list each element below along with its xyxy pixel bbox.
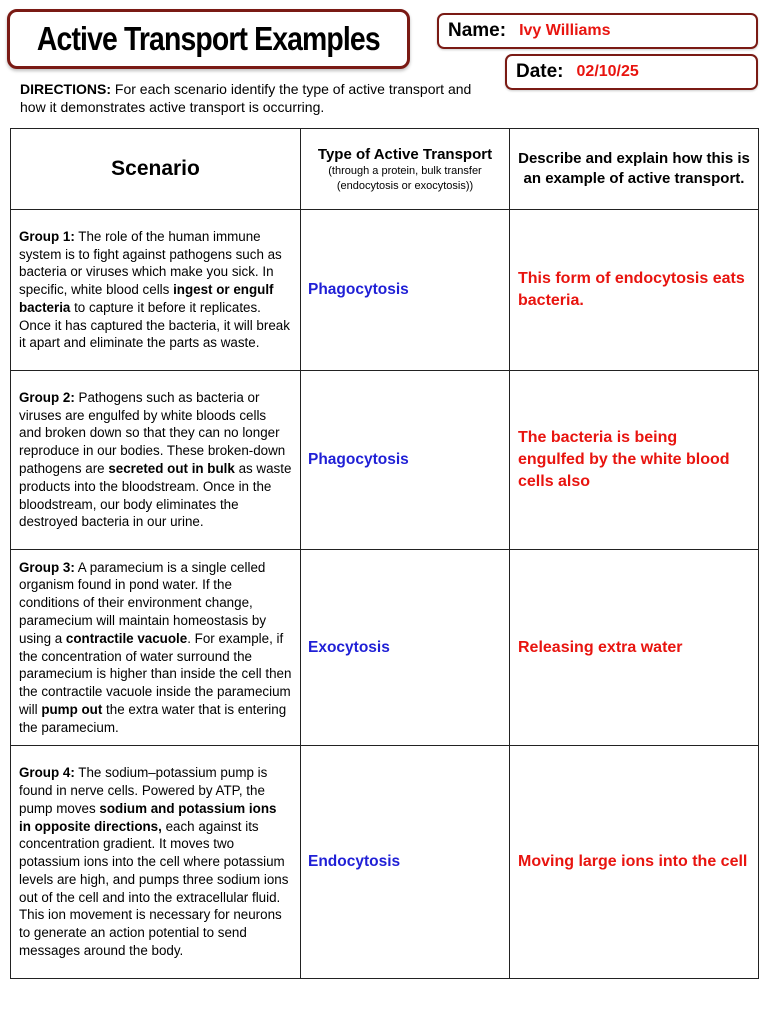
scenario-text: The sodium–potassium pump is found in nerve cells. Powered by ATP, the pump moves [19, 765, 268, 816]
scenario-text: Pathogens such as bacteria or viruses are engulfed by white bloods cells and broken down so that they can no longer reproduce in our bodies. These broken-down pathogens are [19, 389, 286, 476]
type-answer[interactable]: Exocytosis [301, 550, 510, 746]
describe-answer[interactable]: The bacteria is being engulfed by the white blood cells also [510, 371, 759, 550]
table-row [11, 550, 759, 746]
scenario-text: . For example, if the concentration of water surround the paramecium is higher than inside the cell then the contractile vacuole inside the paramecium will [19, 630, 292, 717]
scenario-bold: pump out [41, 701, 103, 717]
name-field[interactable] [437, 13, 758, 49]
table-row [11, 210, 759, 371]
scenario-text: the extra water that is entering the paramecium. [19, 701, 287, 735]
header-type-subtitle: (through a protein, bulk transfer (endocytosis or exocytosis)) [328, 164, 482, 192]
scenario-table [10, 128, 759, 979]
type-answer[interactable]: Phagocytosis [301, 210, 510, 371]
scenario-cell [11, 371, 301, 550]
group-label: Group 2: [19, 389, 75, 405]
date-field[interactable] [505, 54, 758, 90]
describe-answer[interactable]: Releasing extra water [510, 550, 759, 746]
scenario-bold: sodium and potassium ions in opposite directions, [19, 800, 277, 834]
scenario-text: each against its concentration gradient. It moves two potassium ions into the cell where potassium levels are high, and pumps three sodium ions out of the cell and into the extracellular fluid. This ion movement is necessary for neurons to generate an action potential to send messages around the body. [19, 818, 289, 959]
scenario-cell [11, 210, 301, 371]
scenario-bold: ingest or engulf bacteria [19, 282, 274, 315]
group-label: Group 4: [19, 765, 75, 781]
table-row [11, 371, 759, 550]
page-title: Active Transport Examples [37, 20, 380, 57]
title-box [7, 9, 410, 69]
type-answer[interactable]: Phagocytosis [301, 371, 510, 550]
scenario-bold: contractile vacuole [65, 630, 188, 646]
name-label: Name: [448, 20, 507, 41]
group-label: Group 1: [19, 228, 75, 244]
scenario-bold: secreted out in bulk [108, 461, 235, 476]
header-describe: Describe and explain how this is an example of active transport. [510, 129, 759, 210]
header-type-title: Type of Active Transport [317, 145, 493, 163]
scenario-cell [11, 550, 301, 746]
directions-text: For each scenario identify the type of active transport and how it demonstrates active transport is occurring. [20, 81, 472, 115]
scenario-text: A paramecium is a single celled organism found in pond water. If the conditions of their environment change, paramecium will maintain homeostasis by using a [19, 559, 267, 646]
describe-answer[interactable]: Moving large ions into the cell [510, 746, 759, 979]
directions [20, 80, 490, 116]
type-answer[interactable]: Endocytosis [301, 746, 510, 979]
table-header-row [11, 129, 759, 210]
scenario-text: The role of the human immune system is to fight against pathogens such as bacteria or viruses which make you sick. In specific, white blood cells [19, 228, 282, 298]
scenario-cell [11, 746, 301, 979]
header-type [301, 129, 510, 210]
scenario-text: to capture it before it replicates. Once it has captured the bacteria, it will break it apart and eliminate the parts as waste. [19, 299, 290, 351]
date-value[interactable]: 02/10/25 [576, 63, 639, 80]
scenario-text: as waste products into the bloodstream. Once in the bloodstream, our body eliminates the destroyed bacteria in our urine. [19, 461, 292, 530]
header-scenario: Scenario [11, 129, 301, 210]
group-label: Group 3: [19, 559, 75, 575]
describe-answer[interactable]: This form of endocytosis eats bacteria. [510, 210, 759, 371]
name-value[interactable]: Ivy Williams [519, 22, 611, 39]
table-row [11, 746, 759, 979]
directions-label: DIRECTIONS: [20, 81, 111, 97]
date-label: Date: [516, 61, 564, 82]
